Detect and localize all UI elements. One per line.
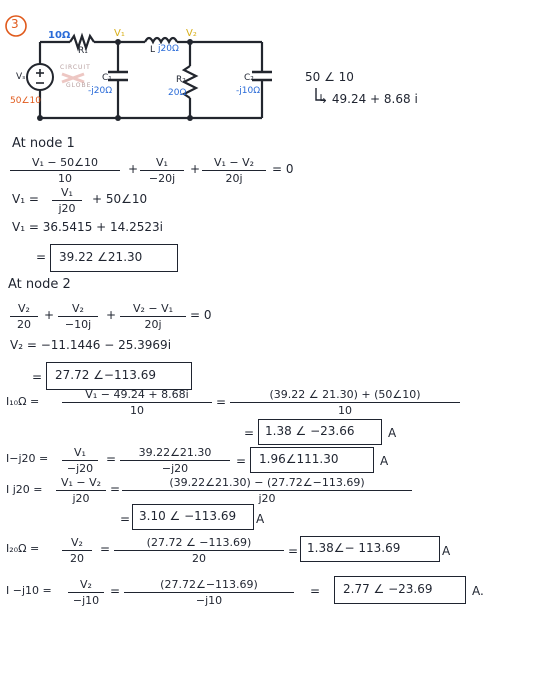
i20-frac1: $\frac{\text{V₂}}{20}$ [62, 536, 92, 565]
side-note-line1: 50 ∠ 10 [305, 70, 354, 84]
ij10-eq2: = [310, 584, 321, 598]
node2-term1: $\frac{\text{V₂}}{20}$ [10, 302, 38, 331]
node2-term3: $\frac{\text{V₂ − V₁}}{20j}$ [120, 302, 186, 331]
node2-eq-sign: = [32, 370, 43, 384]
i10-result: 1.38 ∠ −23.66 [265, 424, 355, 438]
i10-result-box [258, 419, 382, 445]
i20-eq: = [100, 542, 111, 556]
ij20-frac2: $\frac{39.22\angle 21.30}{-j20}$ [120, 446, 230, 475]
node2-heading: At node 2 [8, 277, 71, 292]
i10-lhs: I₁₀Ω = [6, 395, 40, 408]
ij10-result-box [334, 576, 466, 604]
node1-heading: At node 1 [12, 136, 75, 151]
i10-eq2: = [244, 426, 255, 440]
node1-line2-rhs: + 50∠10 [92, 192, 148, 206]
node2-result-box [46, 362, 192, 390]
node2-result: 27.72 ∠−113.69 [55, 368, 156, 382]
node2-line2: V₂ = −11.1446 − 25.3969i [10, 338, 172, 352]
node1-line2-frac: $\frac{\text{V₁}}{j20}$ [52, 186, 82, 215]
i20-result: 1.38∠− 113.69 [307, 541, 401, 555]
ij20-result: 1.96∠111.30 [259, 452, 339, 466]
r2-value: 20Ω [168, 88, 187, 98]
source-label: Vₛ [16, 72, 26, 82]
c1-label: C₁ [102, 73, 112, 83]
node2-eq-zero: = 0 [190, 308, 212, 322]
ij10-lhs: I −j10 = [6, 584, 52, 597]
node1-term2: $\frac{\text{V₁}}{-20j}$ [140, 156, 184, 185]
watermark-logo [62, 74, 84, 82]
ij20-eq2: = [236, 454, 247, 468]
ij20-frac1: $\frac{\text{V₁}}{-j20}$ [62, 446, 98, 475]
ij20p-eq: = [110, 482, 121, 496]
c1-value: -j20Ω [88, 86, 113, 96]
source-resistor-value: 10Ω [48, 30, 71, 41]
ij10-frac1: $\frac{\text{V₂}}{-j10}$ [68, 578, 104, 607]
ij20p-result: 3.10 ∠ −113.69 [139, 509, 237, 523]
side-note-line2: ↳ 49.24 + 8.68 i [318, 92, 418, 106]
ij10-frac2: $\frac{(27.72\angle-113.69)}{-j10}$ [124, 578, 294, 607]
watermark-text-1: CIRCUIT [60, 64, 91, 71]
i20-frac2: $\frac{(27.72 \angle -113.69)}{20}$ [114, 536, 284, 565]
node2-plus2: + [106, 308, 117, 322]
node1-result-box [50, 244, 178, 272]
node1-plus1: + [128, 162, 139, 176]
node1-line2-lhs: V₁ = [12, 192, 39, 206]
c2-label: C₂ [244, 73, 254, 83]
v1-node-label: V₁ [114, 28, 125, 39]
ij20p-unit: A [256, 512, 265, 526]
node1-term1: $\frac{\text{V₁ − 50∠10}}{10}$ [10, 156, 120, 185]
ij10-unit: A. [472, 584, 484, 598]
ij20p-lhs: I j20 = [6, 483, 43, 496]
node2-plus1: + [44, 308, 55, 322]
node1-eq-sign: = [36, 250, 47, 264]
ij20-eq: = [106, 452, 117, 466]
i20-unit: A [442, 544, 451, 558]
i10-unit: A [388, 426, 397, 440]
ij10-eq: = [110, 584, 121, 598]
i20-lhs: I₂₀Ω = [6, 542, 40, 555]
inductor-label: L [150, 45, 156, 55]
inductor-value: j20Ω [158, 44, 179, 54]
node1-eq-zero: = 0 [272, 162, 294, 176]
i20-eq2: = [288, 544, 299, 558]
ij20-result-box [250, 447, 374, 473]
node1-plus2: + [190, 162, 201, 176]
i10-frac2: $\frac{(39.22 \angle 21.30) + (50\angle 10)}{10}$ [230, 388, 460, 417]
node1-line3: V₁ = 36.5415 + 14.2523i [12, 220, 163, 234]
node1-result: 39.22 ∠21.30 [59, 250, 143, 264]
watermark-text-2: GLOBE [66, 82, 92, 89]
r2-label: R₂ [176, 75, 186, 85]
ij10-result: 2.77 ∠ −23.69 [343, 582, 433, 596]
v2-node-label: V₂ [186, 28, 197, 39]
c2-value: -j10Ω [236, 86, 261, 96]
ij20p-frac1: $\frac{\text{V₁ − V₂}}{j20}$ [56, 476, 106, 505]
ij20-lhs: I−j20 = [6, 452, 49, 465]
ij20p-eq2: = [120, 512, 131, 526]
i10-frac1: $\frac{\text{V₁ − 49.24 + 8.68i}}{10}$ [62, 388, 212, 417]
node1-term3: $\frac{\text{V₁ − V₂}}{20j}$ [202, 156, 266, 185]
ij20p-result-box [132, 504, 254, 530]
r1-label: R₁ [78, 46, 88, 56]
node2-term2: $\frac{\text{V₂}}{-10j}$ [58, 302, 98, 331]
source-value: 50∠10 [10, 96, 41, 106]
problem-number: 3 [11, 17, 19, 31]
ij20-unit: A [380, 454, 389, 468]
ij20p-frac2: $\frac{(39.22\angle 21.30) - (27.72\angle-113.69)}{j20}$ [122, 476, 412, 505]
i20-result-box [300, 536, 440, 562]
i10-eq: = [216, 395, 227, 409]
